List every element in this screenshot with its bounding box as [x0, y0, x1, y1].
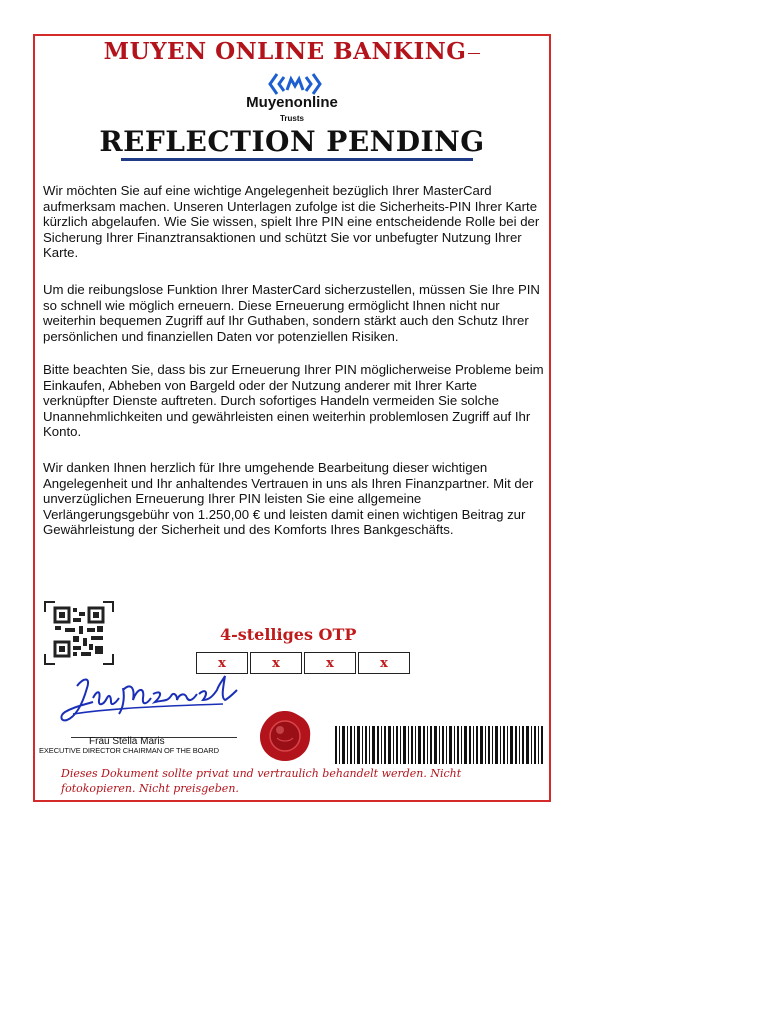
- signer-name: Frau Stella Maris: [89, 736, 165, 747]
- otp-digit-box: x: [250, 652, 302, 674]
- bank-title: MUYEN ONLINE BANKING: [35, 38, 549, 65]
- paragraph-1: Wir möchten Sie auf eine wichtige Angelegenheit bezüglich Ihrer MasterCard aufmerksam machen. Unseren Unterlagen zufolge ist die Sicherheits-PIN Ihrer Karte kürzlich abgelaufen. Wie Sie wissen, spielt Ihre PIN eine entscheidende Rolle bei der Sicherung Ihrer Finanztransaktionen und schützt Sie vor unbefugter Nutzung Ihrer Karte.: [43, 183, 540, 261]
- headline-underline: [121, 158, 473, 161]
- otp-digit-box: x: [358, 652, 410, 674]
- wax-seal-icon: [257, 708, 313, 764]
- otp-digit-box: x: [304, 652, 356, 674]
- document-page: [33, 34, 551, 802]
- signer-title: EXECUTIVE DIRECTOR CHAIRMAN OF THE BOARD: [39, 746, 219, 755]
- barcode-icon: [335, 726, 543, 764]
- paragraph-4: Wir danken Ihnen herzlich für Ihre umgehende Bearbeitung dieser wichtigen Angelegenheit und Ihr anhaltendes Vertrauen in uns als Ihren Finanzpartner. Mit der unverzüglichen Erneuerung Ihrer PIN leisten Sie eine allgemeine Verlängerungsgebühr von 1.250,00 € und leisten damit einen wichtigen Beitrag zur Gewährleistung der Sicherheit und des Komforts Ihres Bankgeschäfts.: [43, 460, 534, 538]
- headline: REFLECTION PENDING: [99, 125, 485, 158]
- paragraph-3: Bitte beachten Sie, dass bis zur Erneuerung Ihrer PIN möglicherweise Probleme beim Einkaufen, Abheben von Bargeld oder der Nutzung anderer mit Ihrer Karte verknüpfter Dienste auftreten. Durch sofortiges Handeln vermeiden Sie solche Unannehmlichkeiten und gewährleisten einen weiterhin problemlosen Zugriff auf Ihr Konto.: [43, 362, 544, 440]
- otp-digit-box: x: [196, 652, 248, 674]
- brand-subtitle: Trusts: [279, 114, 304, 123]
- brand-name: Muyenonline: [246, 94, 338, 111]
- qr-code-icon: [43, 600, 115, 666]
- handwritten-signature: [53, 668, 243, 730]
- confidentiality-disclaimer: Dieses Dokument sollte privat und vertraulich behandelt werden. Nicht fotokopieren. Nicht preisgeben.: [61, 767, 462, 795]
- paragraph-2: Um die reibungslose Funktion Ihrer MasterCard sicherzustellen, müssen Sie Ihre PIN so schnell wie möglich erneuern. Diese Erneuerung ermöglicht Ihnen nicht nur weiterhin bequemen Zugriff auf Ihr Guthaben, sondern stärkt auch den Schutz Ihrer persönlichen und finanziellen Daten vor potenziellen Risiken.: [43, 282, 540, 344]
- otp-label: 4-stelliges OTP: [220, 625, 357, 644]
